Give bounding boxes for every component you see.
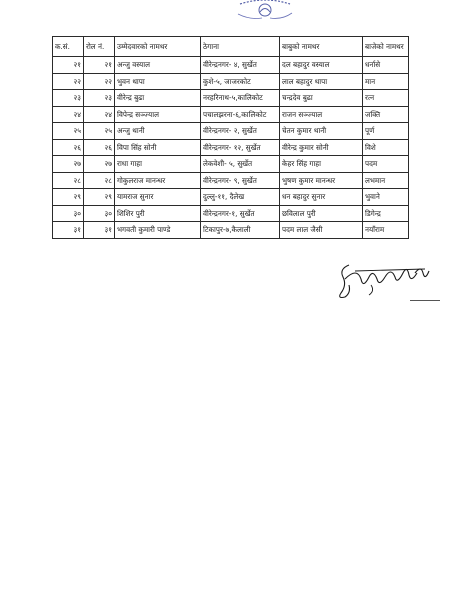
cell-roll: २१ (84, 57, 115, 74)
table-row (53, 156, 409, 173)
divider-line (410, 300, 440, 301)
cell-father: छविलाल पुरी (280, 205, 363, 222)
cell-name: अन्जु वस्याल (115, 57, 201, 74)
header-roll: रोल नं. (84, 37, 115, 57)
candidate-table (52, 36, 409, 239)
cell-sn: २३ (53, 90, 84, 107)
header-serial: क.सं. (53, 37, 84, 57)
cell-name: राधा गाहा (115, 156, 201, 173)
cell-father: लाल बहादुर थापा (280, 73, 363, 90)
table-row (53, 57, 409, 74)
cell-roll: ३१ (84, 222, 115, 239)
cell-grandfather: पूर्ण (363, 123, 409, 140)
cell-grandfather: जक्ति (363, 106, 409, 123)
cell-grandfather: नयाँराम (363, 222, 409, 239)
cell-father: चन्द्रदेव बुढा (280, 90, 363, 107)
cell-roll: २८ (84, 172, 115, 189)
cell-sn: २४ (53, 106, 84, 123)
header-father-name: बाबुको नामथर (280, 37, 363, 57)
header-grandfather-name: बाजेको नामथर (363, 37, 409, 57)
cell-father: पदम लाल जैसी (280, 222, 363, 239)
cell-sn: २७ (53, 156, 84, 173)
cell-roll: २२ (84, 73, 115, 90)
table-row (53, 189, 409, 206)
cell-name: वीरेन्द्र बुढा (115, 90, 201, 107)
cell-father: राजन सञ्ज्याल (280, 106, 363, 123)
cell-sn: २९ (53, 189, 84, 206)
cell-name: अन्जु थानी (115, 123, 201, 140)
cell-address: वीरेन्द्रनगर- ९, सुर्खेत (201, 172, 280, 189)
header-address: ठेगाना (201, 37, 280, 57)
header-candidate-name: उम्मेदवारको नामथर (115, 37, 201, 57)
cell-name: विपेन्द्र सञ्ज्याल (115, 106, 201, 123)
cell-father: वीरेन्द्र कुमार सोनी (280, 139, 363, 156)
cell-sn: ३१ (53, 222, 84, 239)
cell-sn: ३० (53, 205, 84, 222)
cell-name: विपा सिंह सोनी (115, 139, 201, 156)
cell-sn: २१ (53, 57, 84, 74)
cell-grandfather: विशे (363, 139, 409, 156)
cell-grandfather: लभमान (363, 172, 409, 189)
cell-roll: २७ (84, 156, 115, 173)
cell-address: नरहरिनाथ-५,कालिकोट (201, 90, 280, 107)
cell-name: शिशिर पुरी (115, 205, 201, 222)
cell-address: लेकवेशी- ५, सुर्खेत (201, 156, 280, 173)
cell-address: वीरेन्द्रनगर- २, सुर्खेत (201, 123, 280, 140)
cell-roll: २५ (84, 123, 115, 140)
cell-address: पचालझरना-६,कालिकोट (201, 106, 280, 123)
cell-address: वीरेन्द्रनगर- १२, सुर्खेत (201, 139, 280, 156)
cell-sn: २२ (53, 73, 84, 90)
table-row (53, 90, 409, 107)
table-row (53, 139, 409, 156)
cell-father: चेतन कुमार थानी (280, 123, 363, 140)
cell-sn: २६ (53, 139, 84, 156)
cell-father: केहर सिंह गाहा (280, 156, 363, 173)
table-row (53, 222, 409, 239)
table-header-row (53, 37, 409, 57)
table-row (53, 205, 409, 222)
cell-grandfather: पदम (363, 156, 409, 173)
cell-address: वीरेन्द्रनगर- ४, सुर्खेत (201, 57, 280, 74)
cell-address: वीरेन्द्रनगर-१, सुर्खेत (201, 205, 280, 222)
table-row (53, 172, 409, 189)
cell-name: भुवन थापा (115, 73, 201, 90)
cell-roll: ३० (84, 205, 115, 222)
table-row (53, 73, 409, 90)
cell-roll: २४ (84, 106, 115, 123)
cell-father: दल बहादुर वस्याल (280, 57, 363, 74)
official-seal-stamp (230, 0, 300, 22)
cell-grandfather: धर्नासे (363, 57, 409, 74)
cell-grandfather: डिगेन्द्र (363, 205, 409, 222)
cell-grandfather: रत्न (363, 90, 409, 107)
cell-name: यामराज सुनार (115, 189, 201, 206)
cell-name: गोकुलराज मानन्धर (115, 172, 201, 189)
cell-roll: २३ (84, 90, 115, 107)
cell-sn: २८ (53, 172, 84, 189)
cell-address: दुल्लु-११, दैलेख (201, 189, 280, 206)
cell-roll: २९ (84, 189, 115, 206)
table-row (53, 123, 409, 140)
cell-roll: २६ (84, 139, 115, 156)
cell-grandfather: मान (363, 73, 409, 90)
cell-address: कुशे-५, जाजरकोट (201, 73, 280, 90)
cell-father: भुषण कुमार मानन्धर (280, 172, 363, 189)
cell-name: भगवती कुमारी पाण्डे (115, 222, 201, 239)
cell-grandfather: भुवाने (363, 189, 409, 206)
cell-address: टिकापुर-७,कैलाली (201, 222, 280, 239)
table-row (53, 106, 409, 123)
cell-father: धन बहादुर सुनार (280, 189, 363, 206)
handwritten-signature (335, 255, 440, 305)
cell-sn: २५ (53, 123, 84, 140)
